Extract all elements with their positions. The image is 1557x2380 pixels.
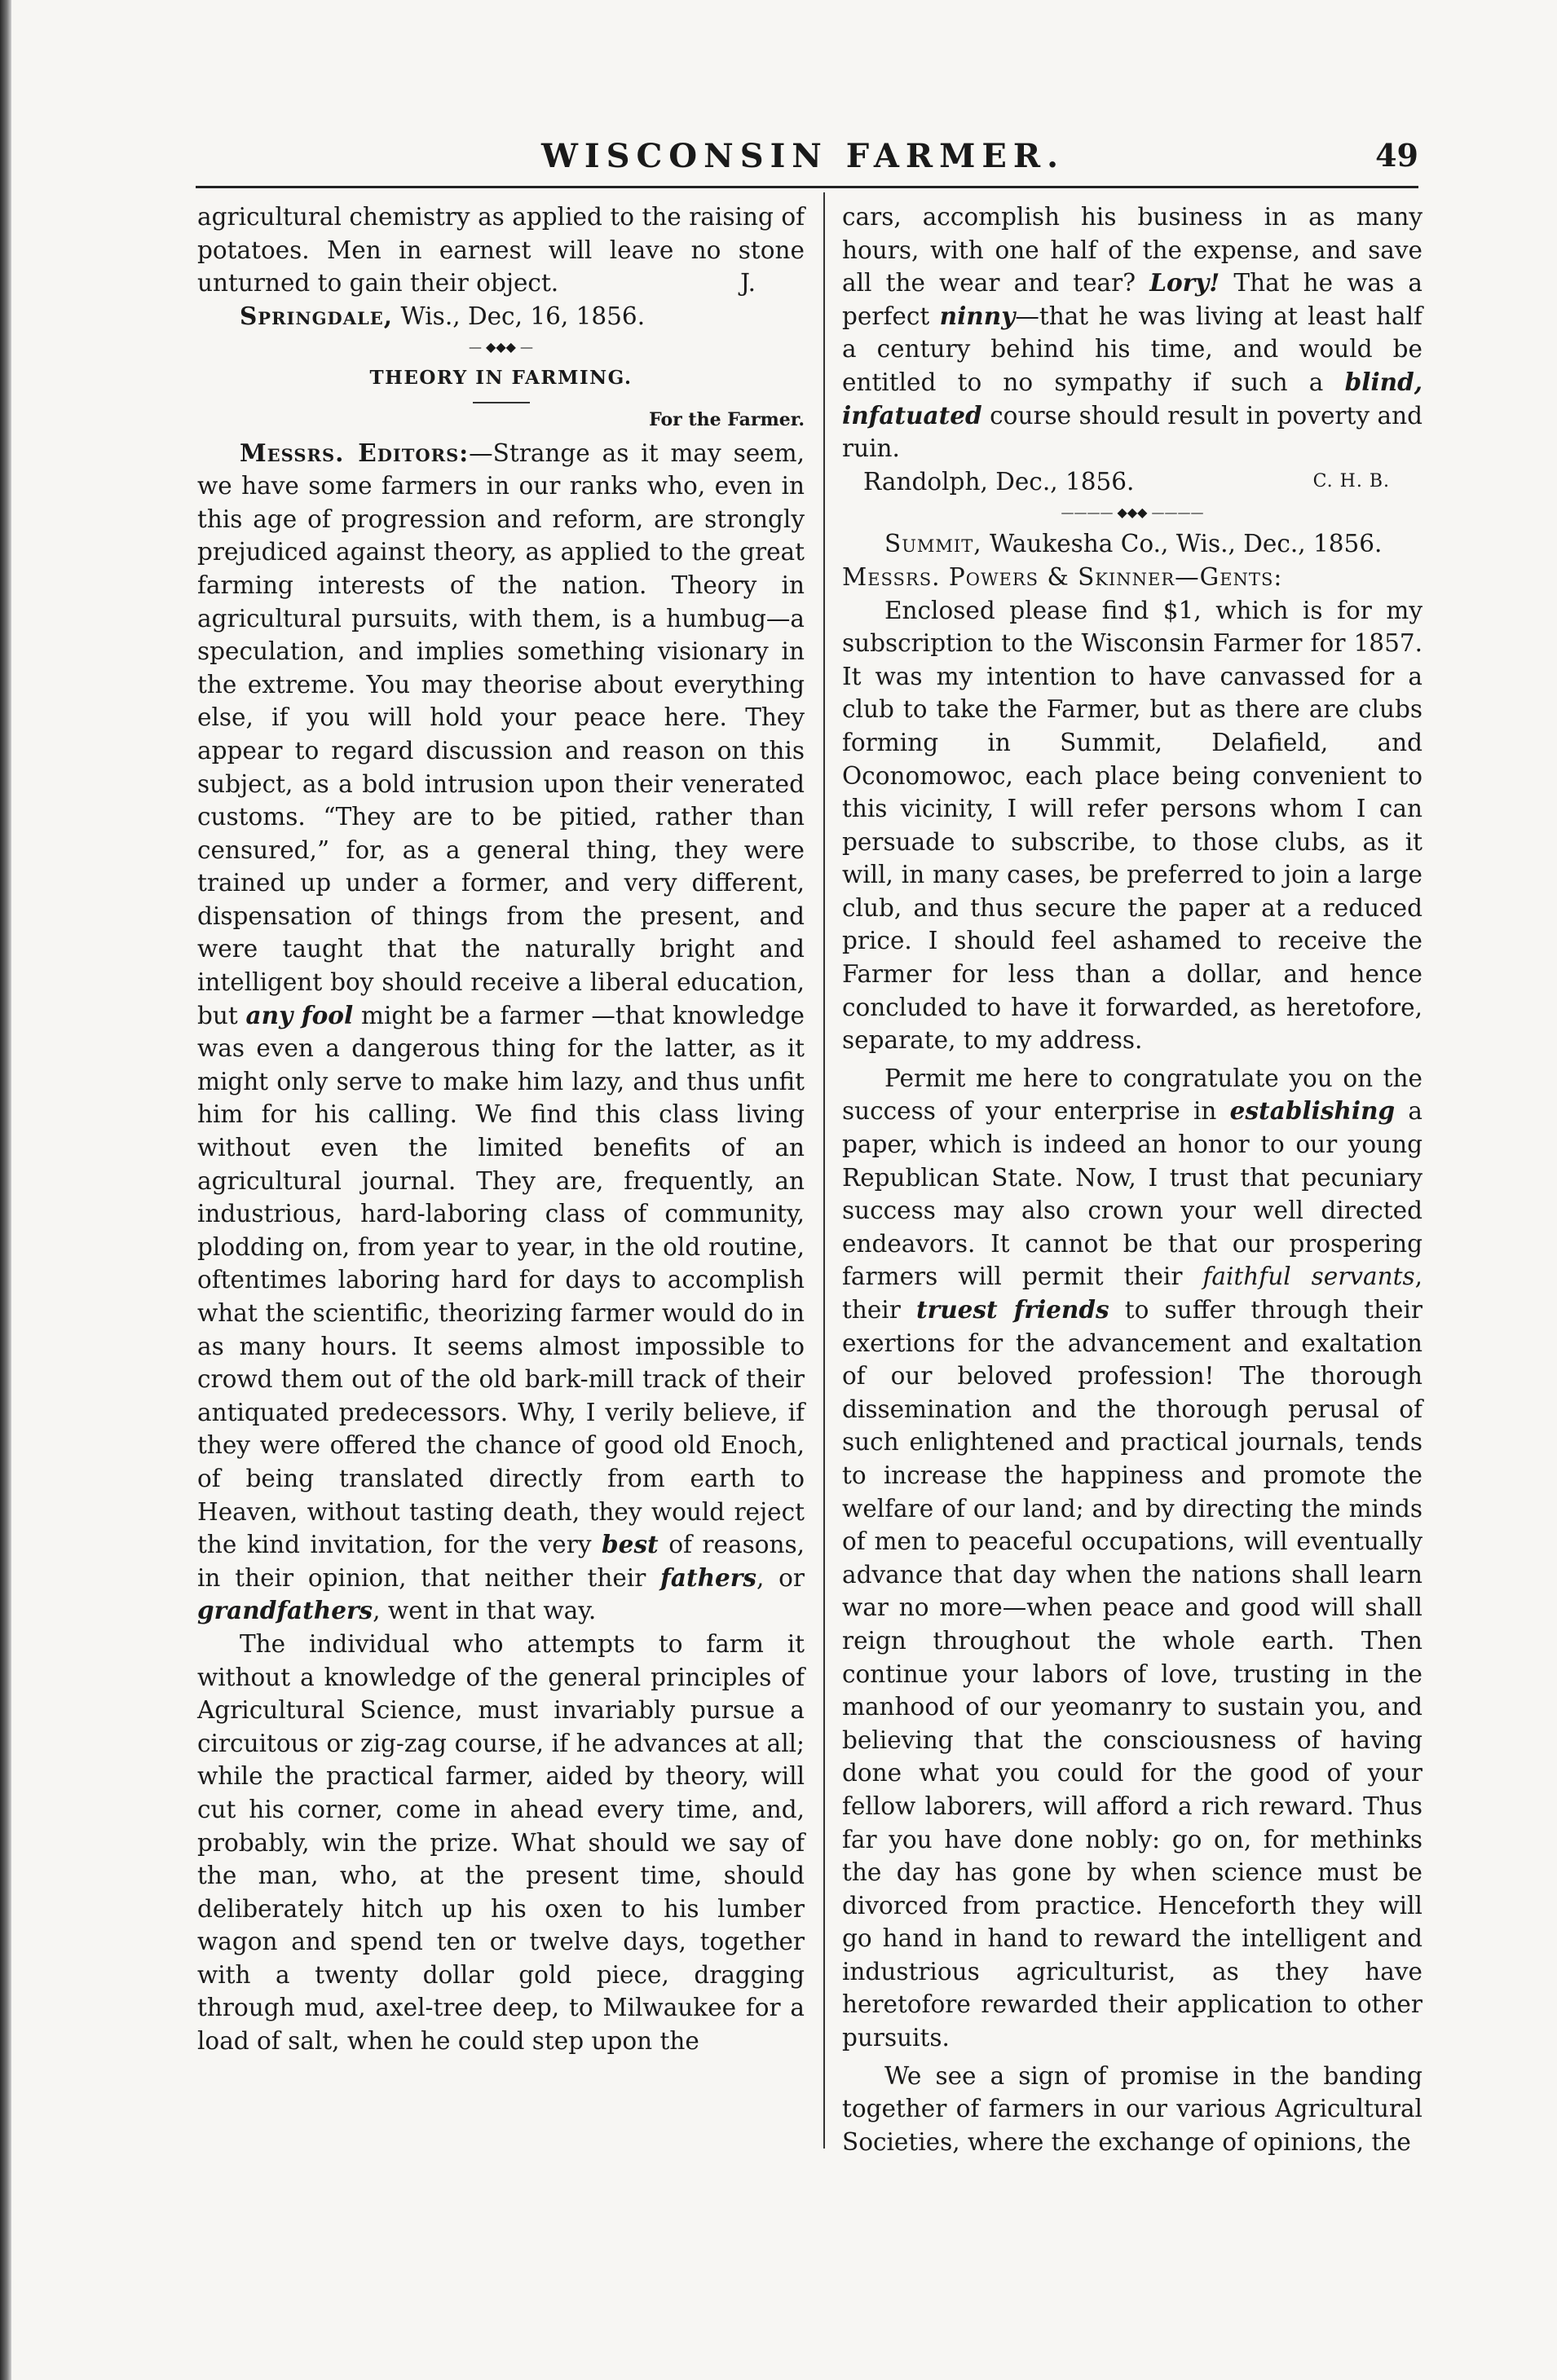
italic-text: ninny [939, 301, 1016, 330]
paragraph-text: might be a farmer —that knowledge was even a dangerous thing for the latter, as it might only serve to make him lazy, and thus unfit him for his calling. We find this class living without even the limited benefits of an agricultural journal. They are, frequently, an industrious, hard-laboring class of community, plodding on, from year to year, in the old routine, oftentimes laboring hard for days to accomplish what the scientific, theorizing farmer would do in as many hours. It seems almost impossible to crowd them out of the old bark-mill track of their antiquated predecessors. Why, I verily believe, if they were offered the chance of good old Enoch, of being translated directly from earth to Heaven, without tasting death, they would reject the kind invitation, for the very [197, 1001, 805, 1559]
dateline-springdale [197, 300, 805, 333]
italic-text: fathers [660, 1562, 756, 1592]
continued-paragraph [197, 201, 805, 300]
article-paragraph-3 [842, 201, 1422, 465]
italic-text: establishing [1229, 1096, 1396, 1126]
article-paragraph-2: The individual who attempts to farm it without a knowledge of the general principles of Agricultural Science, must invariably pursue a circuitous or zig-zag course, if he advances at all; while the practical farmer, aided by theory, will cut his corner, come in ahead every time, and, probably, win the prize. What should we say of the man, who, at the present time, should deliberately hitch up his oxen to his lumber wagon and spend ten or twelve days, together with a twenty dollar gold piece, dragging through mud, axel-tree deep, to Milwaukee for a load of salt, when he could step upon the [197, 1629, 805, 2056]
continued-text: agricultural chemistry as applied to the raising of potatoes. Men in earnest will leave no stone unturned to gain their object. [197, 203, 805, 298]
column-divider [823, 192, 825, 2149]
ornament-divider: ———— ◆◆◆ ———— [1061, 505, 1204, 521]
salutation: Messrs. Editors: [240, 438, 470, 467]
article-paragraph-1 [197, 437, 805, 1628]
paragraph-text: —Strange as it may seem, we have some farmers in our ranks who, even in this age of progression and reform, are strongly prejudiced against theory, as applied to the great farming interests of the nation. Theory in agricultural pursuits, with them, is a humbug—a speculation, and implies something visionary in the extreme. You may theorise about everything else, if you will hold your peace here. They appear to regard discussion and reason on this subject, as a bold intrusion upon their venerated customs. “They are to be pitied, rather than censured,” for, as a general thing, they were trained up under a former, and very different, dispensation of things from the present, and were taught that the naturally bright and intelligent boy should receive a liberal education, but [197, 439, 805, 1029]
paragraph-text: course should result in poverty and ruin. [842, 401, 1422, 463]
paragraph-text: , went in that way. [373, 1597, 597, 1625]
page-header [196, 137, 1418, 186]
paragraph-text: Permit me here to congratulate you on the success of your enterprise in [842, 1064, 1422, 1126]
paragraph-text: That he was a perfect [842, 269, 1422, 330]
right-column [842, 201, 1422, 2158]
italic-text: best [602, 1530, 659, 1559]
dateline-rest: Waukesha Co., Wis., Dec., 1856. [989, 530, 1383, 558]
paragraph-text: of reasons, in their opinion, that neither their [197, 1531, 805, 1592]
page-number: 49 [1375, 137, 1418, 174]
page-binding-edge [0, 0, 11, 2380]
article-title: THEORY IN FARMING. [369, 367, 633, 390]
italic-text: blind, infatuated [842, 367, 1422, 430]
masthead-title: WISCONSIN FARMER. [540, 137, 1065, 175]
article-paragraph-6: We see a sign of promise in the banding together of farmers in our various Agricultural Societies, where the exchange of opinions, the [842, 2061, 1422, 2156]
header-rule [196, 186, 1418, 188]
italic-text: faithful servants [1202, 1263, 1415, 1291]
signoff-initials: C. H. B. [1312, 470, 1390, 491]
signoff-place: Randolph, Dec., 1856. [863, 467, 1135, 496]
italic-text: Lory! [1149, 268, 1220, 298]
paragraph-text: cars, accomplish his business in as many hours, with one half of the expense, and save all the wear and tear? [842, 203, 1422, 298]
italic-text: truest friends [916, 1295, 1109, 1324]
dateline-rest: Wis., Dec, 16, 1856. [400, 302, 646, 330]
paragraph-text: , or [756, 1563, 805, 1592]
paragraph-text: to suffer through their exertions for the advancement and exaltation of our beloved profession! The thorough dissemination and the thorough perusal of such enlightened and practical journals, tends to increase the happiness and promote the welfare of our land; and by directing the minds of men to peaceful occupations, will eventually advance that day when the nations shall learn war no more—when peace and good will shall reign throughout the whole earth. Then continue your labors of love, trusting in the manhood of our yeomanry to sustain you, and believing that the consciousness of having done what you could for the good of your fellow laborers, will afford a rich reward. Thus far you have done nobly: go on, for methinks the day has gone by when science must be divorced from practice. Henceforth they will go hand in hand to reward the intelligent and industrious agriculturist, as they have heretofore rewarded their application to other pursuits. [842, 1296, 1422, 2052]
dateline-place: Springdale, [240, 301, 394, 330]
signature-j: J. [740, 269, 756, 298]
italic-text: any fool [245, 1000, 354, 1029]
dateline-place: Summit, [884, 530, 982, 558]
signoff-line [842, 465, 1422, 499]
paragraph-text: , their [842, 1263, 1422, 1324]
left-column [197, 201, 805, 2058]
article-paragraph-5 [842, 1062, 1422, 2055]
article-paragraph-4: Enclosed please find $1, which is for my subscription to the Wisconsin Farmer for 1857. It was my intention to have canvassed for a club to take the Farmer, but as there are clubs forming in Summit, Delafield, and Oconomowoc, each place being convenient to this vicinity, I will refer persons whom I can persuade to subscribe, to those clubs, as it will, in many cases, be preferred to join a large club, and thus secure the paper at a reduced price. I should feel ashamed to receive the Farmer for less than a dollar, and hence concluded to have it forwarded, as heretofore, separate, to my address. [842, 596, 1422, 1055]
paragraph-text: —that he was living at least half a century behind his time, and would be entitled to no sympathy if such a [842, 302, 1422, 396]
dateline-summit [842, 527, 1422, 561]
paragraph-text: a paper, which is indeed an honor to our young Republican State. Now, I trust that pecuniary success may also crown your well directed endeavors. It cannot be that our prospering farmers will permit their [842, 1097, 1422, 1291]
byline: For the Farmer. [649, 408, 805, 430]
letter-salutation: Messrs. Powers & Skinner—Gents: [842, 562, 1283, 591]
ornament-divider: — ◆◆◆ — [468, 339, 534, 355]
italic-text: grandfathers [197, 1596, 373, 1625]
